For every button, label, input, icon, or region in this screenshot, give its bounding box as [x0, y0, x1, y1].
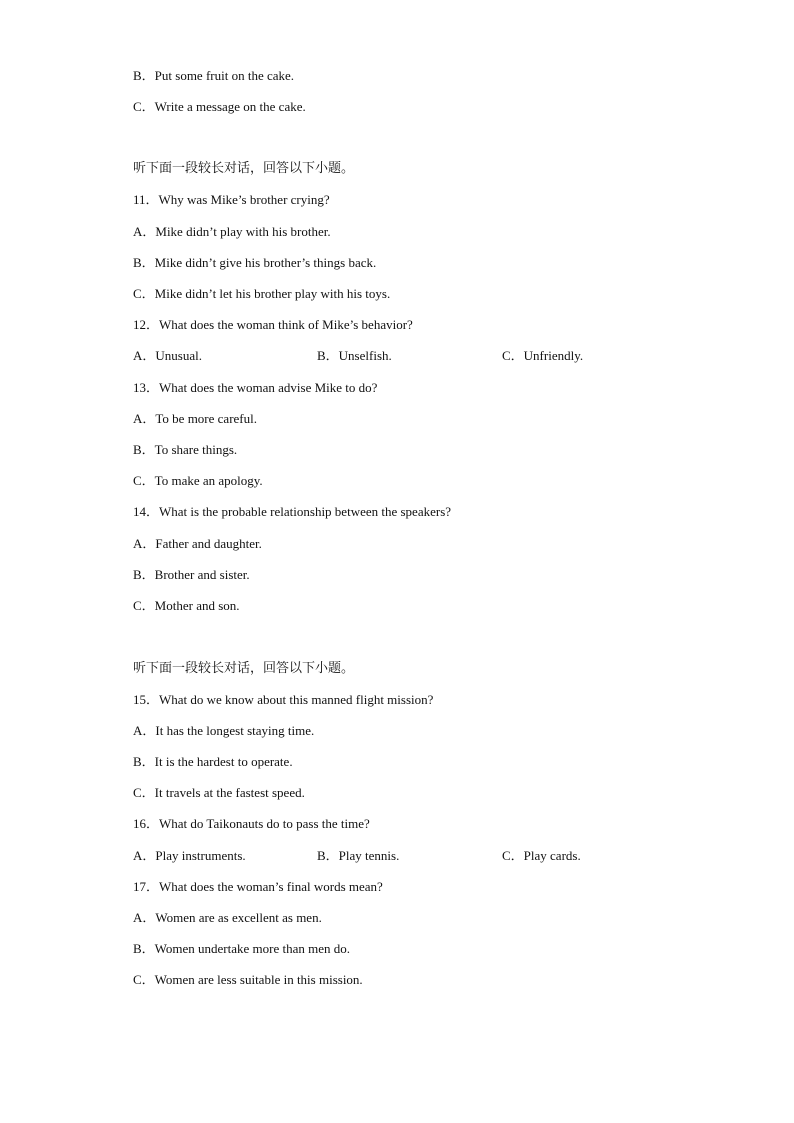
option-b-q16: B．Play tennis. — [317, 848, 400, 863]
options-row-q16 — [133, 848, 693, 864]
option-c-q14: C．Mother and son. — [133, 598, 240, 613]
question-13: 13．What does the woman advise Mike to do? — [133, 380, 378, 395]
section-instruction-2: 听下面一段较长对话，回答以下小题。 — [133, 661, 355, 676]
option-c-q10: C．Write a message on the cake. — [133, 99, 306, 114]
options-row-q12 — [133, 348, 693, 364]
option-b-q12: B．Unselfish. — [317, 348, 392, 363]
option-b-q13: B．To share things. — [133, 442, 238, 457]
option-c-q17: C．Women are less suitable in this mission. — [133, 972, 363, 987]
question-12: 12．What does the woman think of Mike’s behavior? — [133, 317, 413, 332]
option-a-q13: A．To be more careful. — [133, 411, 257, 426]
option-b-q14: B．Brother and sister. — [133, 567, 250, 582]
option-b-q15: B．It is the hardest to operate. — [133, 754, 293, 769]
option-c-q15: C．It travels at the fastest speed. — [133, 785, 305, 800]
question-15: 15．What do we know about this manned flight mission? — [133, 692, 434, 707]
option-a-q14: A．Father and daughter. — [133, 536, 262, 551]
question-11: 11．Why was Mike’s brother crying? — [133, 192, 330, 207]
option-a-q12: A．Unusual. — [133, 348, 202, 363]
option-b-q11: B．Mike didn’t give his brother’s things back. — [133, 255, 377, 270]
option-a-q16: A．Play instruments. — [133, 848, 246, 863]
question-17: 17．What does the woman’s final words mean? — [133, 879, 383, 894]
option-c-q12: C．Unfriendly. — [502, 348, 584, 363]
question-14: 14．What is the probable relationship between the speakers? — [133, 504, 452, 519]
section-instruction-1: 听下面一段较长对话，回答以下小题。 — [133, 161, 355, 176]
question-16: 16．What do Taikonauts do to pass the time? — [133, 816, 370, 831]
option-c-q16: C．Play cards. — [502, 848, 581, 863]
option-a-q11: A．Mike didn’t play with his brother. — [133, 224, 331, 239]
option-a-q15: A．It has the longest staying time. — [133, 723, 315, 738]
option-c-q11: C．Mike didn’t let his brother play with his toys. — [133, 286, 391, 301]
option-b-q17: B．Women undertake more than men do. — [133, 941, 351, 956]
option-b-q10: B．Put some fruit on the cake. — [133, 68, 295, 83]
option-a-q17: A．Women are as excellent as men. — [133, 910, 322, 925]
option-c-q13: C．To make an apology. — [133, 473, 263, 488]
